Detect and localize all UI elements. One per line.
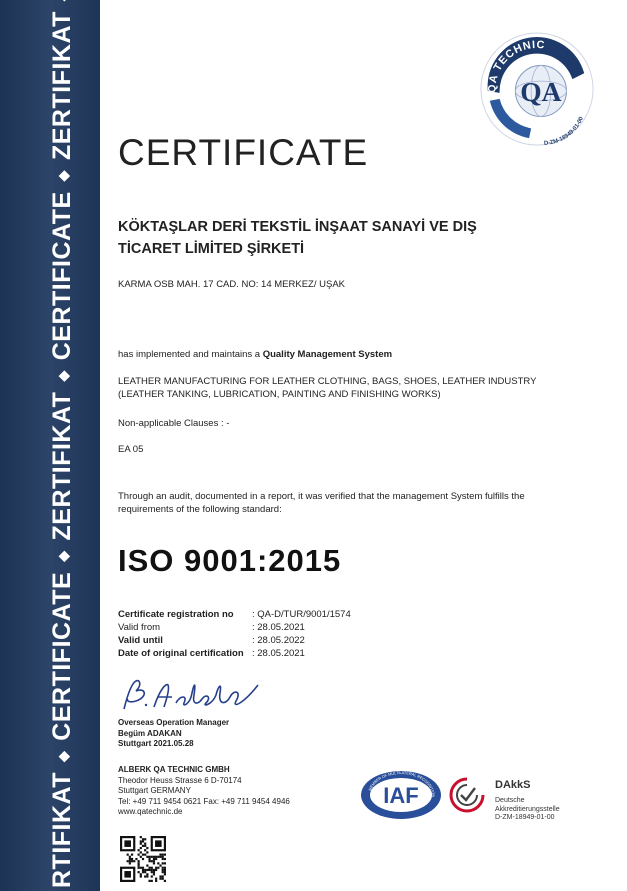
qr-code[interactable] [120,836,166,882]
dakks-subtitle [495,797,560,823]
detail-label: Valid until [118,635,163,646]
audit-line-1: Through an audit, documented in a report, it was verified that the management System fulfills the [118,491,525,502]
iaf-label: IAF [383,783,419,808]
signer-role: Overseas Operation Manager [118,718,230,727]
certificate-title: CERTIFICATE [118,132,369,173]
iaf-logo [360,770,442,820]
detail-value: : 28.05.2021 [252,622,305,633]
ea-code: EA 05 [118,444,144,455]
dakks-line-1: Deutsche [495,797,525,804]
company-name-line-2: TİCARET LİMİTED ŞİRKETİ [118,241,305,257]
logo-arc-text: QA TECHNIC [486,38,546,94]
sidebar-word: ZERTIFIKAT [48,391,76,541]
sidebar-word: CERTIFICATE [48,191,76,361]
management-system-name: Quality Management System [262,349,393,360]
company-address: KARMA OSB MAH. 17 CAD. NO: 14 MERKEZ/ UŞAK [118,279,346,290]
implemented-statement [118,349,392,360]
detail-value: : 28.05.2022 [252,635,305,646]
company-name-line-1: KÖKTAŞLAR DERİ TEKSTİL İNŞAAT SANAYİ VE DIŞ [118,219,477,235]
sidebar-diamond-icon: ◆ [55,550,72,562]
detail-label: Date of original certification [118,648,244,659]
detail-row-registration [118,608,351,621]
signer-place-date: Stuttgart 2021.05.28 [118,739,194,748]
detail-value: : 28.05.2021 [252,648,305,659]
signer-name: Begüm ADAKAN [118,728,182,738]
sidebar-word: RTIFIKAT [48,771,76,888]
sidebar-banner [0,0,100,891]
issuer-phone: Tel: +49 711 9454 0621 Fax: +49 711 9454 4946 [118,796,290,806]
dakks-mark-icon [447,775,487,815]
dakks-line-3: D-ZM-18949-01-00 [495,814,555,821]
detail-label: Certificate registration no [118,609,234,620]
detail-row-valid-until [118,634,351,647]
sidebar-banner-text [50,0,75,888]
sidebar-diamond-icon [56,0,70,1]
issuer-name: ALBERK QA TECHNIC GMBH [118,765,230,774]
issuer-website[interactable]: www.qatechnic.de [118,807,183,816]
scope-line-2: (LEATHER TANKING, LUBRICATION, PAINTING AND FINISHING WORKS) [118,389,441,400]
detail-row-original-date [118,647,351,660]
issuer-street: Theodor Heuss Strasse 6 D-70174 [118,775,242,785]
detail-label: Valid from [118,622,161,633]
audit-statement [118,490,568,516]
qa-technic-logo [478,30,596,148]
iaf-ring-text: MEMBER OF MULTILATERAL RECOGNITION [367,770,436,798]
manager-signature [118,675,268,717]
standard-name: ISO 9001:2015 [118,543,342,578]
signer-block [118,718,229,750]
certificate-details [118,608,351,660]
implemented-prefix: has implemented and maintains a [118,349,261,360]
issuer-city: Stuttgart GERMANY [118,786,191,795]
logo-monogram: QA [520,75,562,107]
company-name [118,216,558,260]
scope-line-1: LEATHER MANUFACTURING FOR LEATHER CLOTHING, BAGS, SHOES, LEATHER INDUSTRY [118,376,537,387]
dakks-line-2: Akkreditierungsstelle [495,805,560,813]
sidebar-diamond-icon: ◆ [55,750,72,762]
certification-scope [118,375,536,401]
dakks-name: DAkkS [495,779,531,791]
sidebar-diamond-icon: ◆ [55,170,72,182]
detail-value: : QA-D/TUR/9001/1574 [252,609,351,620]
sidebar-word: CERTIFICATE [48,571,76,741]
sidebar-word: ZERTIFIKAT [48,11,76,161]
sidebar-diamond-icon: ◆ [55,370,72,382]
detail-row-valid-from [118,621,351,634]
audit-line-2: requirements of the following standard: [118,504,282,515]
issuer-block [118,765,290,818]
non-applicable-clauses: Non-applicable Clauses : - [118,418,230,429]
logo-accreditation-code: D-ZM-18949-01-00 [543,116,585,147]
